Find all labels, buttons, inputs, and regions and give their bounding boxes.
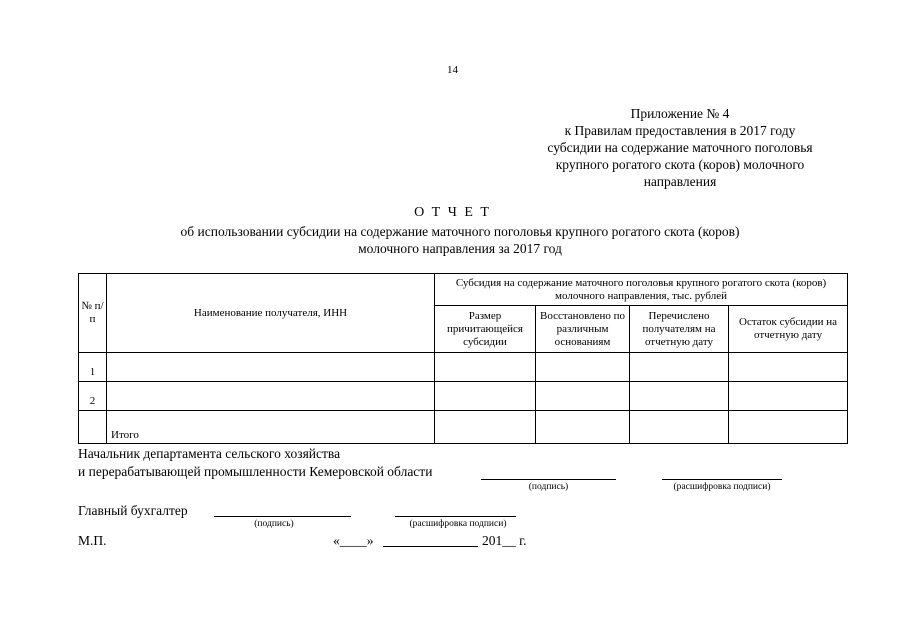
appendix-line: к Правилам предоставления в 2017 году [564,123,796,138]
row-cell [435,411,536,444]
report-table [78,273,848,444]
appendix-line: субсидии на содержание маточного поголовья [547,140,813,155]
report-subtitle-line: молочного направления за 2017 год [358,241,562,256]
table-header-row [79,274,848,306]
header-name: Наименование получателя, ИНН [107,274,435,353]
report-subtitle-line: об использовании субсидии на содержание маточного поголовья крупного рогатого скота (коров) [180,224,740,239]
date-day: «____» [333,533,374,548]
row-cell [630,411,729,444]
table-total-row [79,411,848,444]
report-subtitle [100,223,820,257]
header-balance: Остаток субсидии на отчетную дату [729,306,848,353]
appendix-line: крупного рогатого скота (коров) молочного [555,157,805,172]
date-month-line [383,546,478,547]
accountant-decode-line [395,516,516,517]
head-decode-line [662,479,782,480]
row-name-cell [107,382,435,411]
row-cell [729,382,848,411]
row-name-cell [107,353,435,382]
accountant-label: Главный бухгалтер [78,503,188,518]
header-due-amount: Размер причитающейся субсидии [435,306,536,353]
header-subsidy-group: Субсидия на содержание маточного поголовья крупного рогатого скота (коров) молочного направления, тыс. рублей [435,274,848,306]
date-year: 201__ г. [482,533,527,548]
row-cell [536,353,630,382]
head-title-line1: Начальник департамента сельского хозяйства [78,446,341,461]
row-cell [536,382,630,411]
row-cell [435,353,536,382]
row-cell [536,411,630,444]
table-row [79,382,848,411]
total-label: Итого [107,411,435,444]
head-signature-caption: (подпись) [528,482,569,492]
row-cell [630,382,729,411]
header-restored: Восстановлено по различным основаниям [536,306,630,353]
row-cell [729,353,848,382]
appendix-line: направления [643,174,717,189]
row-number: 1 [79,353,107,382]
head-decode-caption: (расшифровка подписи) [673,482,771,492]
header-transferred: Перечислено получателям на отчетную дату [630,306,729,353]
report-title: О Т Ч Е Т [414,205,491,220]
stamp-label: М.П. [78,533,107,548]
appendix-header [520,105,840,190]
page-number: 14 [447,64,458,76]
header-num: № п/п [79,274,107,353]
accountant-signature-line [214,516,351,517]
head-signature-line [481,479,616,480]
accountant-decode-caption: (расшифровка подписи) [409,519,507,529]
row-cell [630,353,729,382]
table-row [79,353,848,382]
total-num-cell [79,411,107,444]
accountant-signature-caption: (подпись) [254,519,294,529]
head-title-line2: и перерабатывающей промышленности Кемеровской области [78,464,433,479]
appendix-line: Приложение № 4 [630,106,730,121]
row-cell [435,382,536,411]
row-number: 2 [79,382,107,411]
row-cell [729,411,848,444]
